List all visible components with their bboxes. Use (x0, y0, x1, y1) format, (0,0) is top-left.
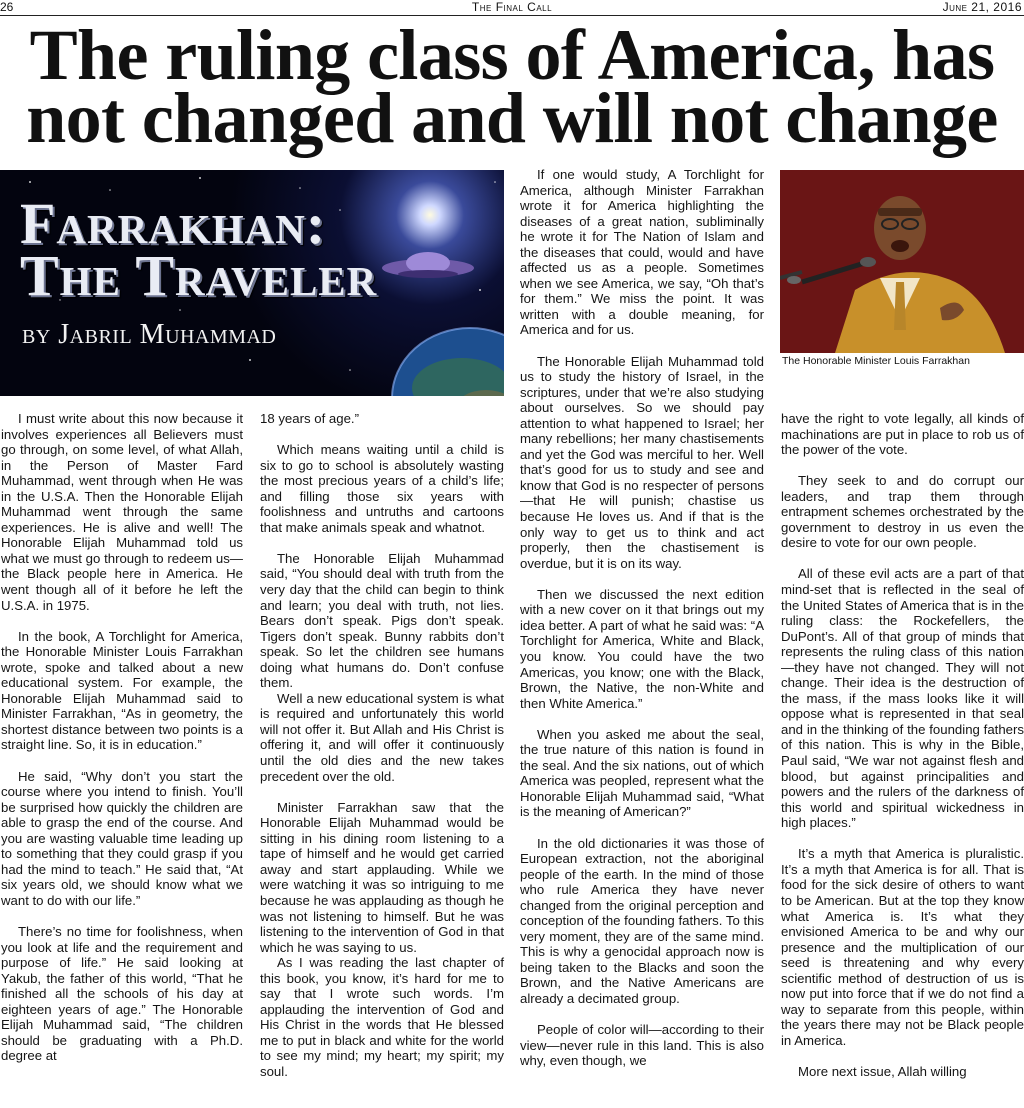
paragraph: If one would study, A Torchlight for America, although Minister Farrakhan wrote it for America highlighting the diseases of a great nation, subliminally he wrote it for The Nation of Islam and the diseases that could, would and have affected us as a people. Sometimes when we see America, we say, “Oh that’s for them.” We miss the point. It was written with a double meaning, for America and for us. (520, 167, 764, 338)
paragraph: The Honorable Elijah Muhammad told us to study the history of Israel, in the scriptures, under that we’re also studying about ourselves. So we should pay attention to what happened to Israel; her many rebellions; her many chastisements and yet the God was merciful to her. Well that’s good for us to study and see and know that God is no respecter of persons—that He will punish; chastise us because He loves us. And if that is the only way to get us to think and act properly, then the chastisement is overdue, but it is on its way. (520, 353, 764, 571)
paragraph: All of these evil acts are a part of that mind-set that is reflected in the seal of the United States of America that is in the ruling class: the Rockefellers, the DuPont’s. All of that group of minds that represents the ruling class of this nation—they have not changed. They will not change. Their idea is the destruction of the mass, if the mass looks like it will oppose what is represented in that seal and in the thinking of the founding fathers of this nation. This is why in the Bible, Paul said, “We war not against flesh and blood, but against principalities and powers and the rulers of the darkness of this world and spiritual wickedness in high places.” (781, 566, 1024, 831)
photo-caption: The Honorable Minister Louis Farrakhan (782, 355, 970, 367)
article-column-4 (781, 411, 1024, 1080)
paragraph: Which means waiting until a child is six to go to school is absolutely wasting the most precious years of a child’s life; and filling those six years with foolishness and untruths and cartoons that make animals speak and whatnot. (260, 442, 504, 535)
issue-date: June 21, 2016 (942, 0, 1022, 14)
banner-title-line1: Farrakhan: (20, 191, 327, 256)
speaker-photo (780, 170, 1024, 353)
paragraph: Minister Farrakhan saw that the Honorable Elijah Muhammad would be sitting in his dining room listening to a tape of himself and he would get carried away and start applauding. While we were watching it was so intriguing to me because he was applauding as though he was not listening to himself. But he was listening to the intervention of God in that which he was saying to us. (260, 799, 504, 955)
paragraph: 18 years of age.” (260, 411, 359, 426)
paragraph: They seek to and do corrupt our leaders, and trap them through entrapment schemes orchestrated by the government to destroy in us even the desire to vote for our own people. (781, 473, 1024, 551)
paragraph: Then we discussed the next edition with a new cover on it that brings out my idea better. A part of what he said was: “A Torchlight for America, White and Black, you know. You could have the two Americas, you know; one with the Black, Brown, the Native, the non-White and then White America.” (520, 586, 764, 711)
paragraph: Well a new educational system is what is required and unfortunately this world will not offer it. But Allah and His Christ is offering it, and will offer it continuously until the old dies and the new takes precedent over the old. (260, 690, 504, 784)
article-column-2 (260, 411, 504, 1080)
column-banner (0, 170, 504, 396)
paragraph: People of color will—according to their view—never rule in this land. This is also why, even though, we (520, 1022, 764, 1069)
paragraph: As I was reading the last chapter of this book, you know, it’s hard for me to say that I wrote such words. I’m applauding the intervention of God and His Christ in the words that He blessed me to put in black and white for the world to see my mind; my heart; my spirit; my soul. (260, 955, 504, 1079)
banner-title-line2: The Traveler (20, 243, 378, 308)
page-number: 26 (0, 0, 14, 14)
running-head (0, 0, 1024, 16)
paragraph: There’s no time for foolishness, when you look at life and the requirement and purpose of life.” He said looking at Yakub, the father of this world, “That he finished all the schools of his day at eighteen years of age.” The Honorable Elijah Muhammad said, “The children should be graduating with a Ph.D. degree at (1, 924, 243, 1064)
article-column-1 (1, 411, 243, 1064)
newspaper-name: The Final Call (471, 0, 553, 14)
paragraph: It’s a myth that America is pluralistic. It’s a myth that America is for all. That is food for the sick desire of others to want to be American. But at the top they know what America is. It’s what they envisioned America to be and why our presence and the multiplication of our seed is threatening and why every scientific method of destruction of us is now put into force that if we do not find a way to separate from this people, within the years there may not be Black people in America. (781, 846, 1024, 1048)
paragraph: In the book, A Torchlight for America, the Honorable Minister Louis Farrakhan wrote, spoke and talked about a new educational system. For example, the Honorable Elijah Muhammad said to Minister Farrakhan, “As in geometry, the shortest distance between two points is a straight line. So, it is in education.” (1, 628, 243, 753)
paragraph: He said, “Why don’t you start the course where you intend to finish. You’ll be surprised how quickly the children are able to grasp the end of the course. And you are wasting valuable time leading up to something that they could grasp if you had the mind to teach.” He said that, “At six years old, we should know what we want to do with our life.” (1, 768, 243, 908)
article-headline: The ruling class of America, has not changed and will not change (26, 15, 998, 158)
paragraph: have the right to vote legally, all kinds of machinations are put in place to rob us of the power of the vote. (781, 411, 1024, 458)
article-column-3 (520, 167, 764, 1069)
banner-byline: by Jabril Muhammad (22, 319, 277, 350)
speaker-illustration (780, 170, 1024, 353)
paragraph: I must write about this now because it involves experiences all Believers must go through, on some level, of what Allah, in the Person of Master Fard Muhammad, went through when He was in the U.S.A. Then the Honorable Elijah Muhammad went through the same experiences. He is alive and well! The Honorable Elijah Muhammad told us what we must go through to redeem us—the Black people here in America. He went though all of it before he left the U.S.A. in 1975. (1, 411, 243, 613)
paragraph: More next issue, Allah willing (798, 1063, 967, 1079)
paragraph: When you asked me about the seal, the true nature of this nation is found in the seal. And the six nations, out of which America was peopled, represent what the Honorable Elijah Muhammad said, “What is the meaning of American?” (520, 726, 764, 820)
paragraph: In the old dictionaries it was those of European extraction, not the aboriginal people of the earth. In the mind of those who rule America they have never changed from the original perception and conception of the founding fathers. To this very moment, they are of the same mind. This is why a genocidal approach now is being taken to the Blacks and soon the Brown, and the Native Americans are already a decimated group. (520, 835, 764, 1006)
paragraph: The Honorable Elijah Muhammad said, “You should deal with truth from the very day that the child can begin to think and learn; you deal with truth, not lies. Bears don’t speak. Pigs don’t speak. Tigers don’t speak. Bunny rabbits don’t speak. So let the children see humans doing what humans do. Don’t confuse them. (260, 550, 504, 691)
